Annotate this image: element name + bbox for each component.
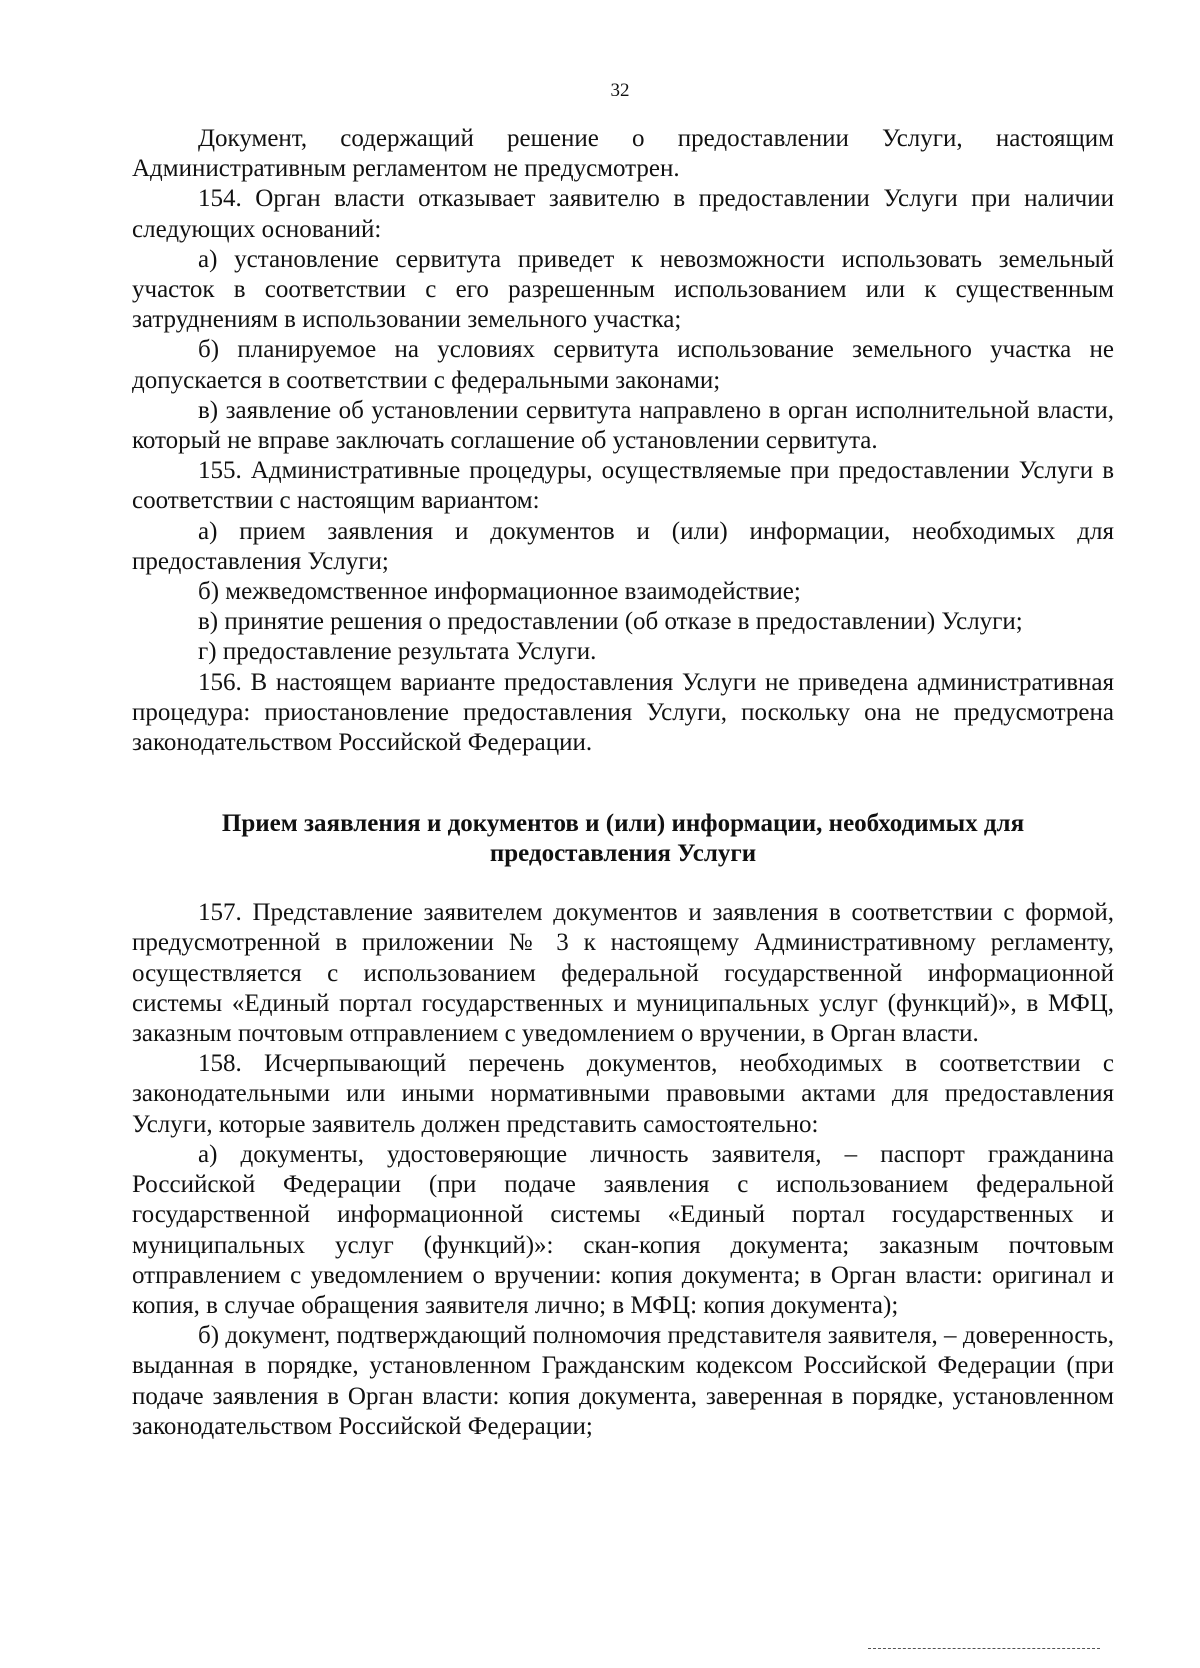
page-number: 32: [610, 80, 630, 101]
paragraph: 156. В настоящем варианте предоставления Услуги не приведена административная процедура: приостановление предоставления Услуги, поскольку она не предусмотрена законодательством Российской Федерации.: [132, 668, 1114, 757]
paragraph: г) предоставление результата Услуги.: [198, 638, 597, 666]
paragraph: 154. Орган власти отказывает заявителю в предоставлении Услуги при наличии следующих оснований:: [132, 185, 1114, 243]
paragraph: б) документ, подтверждающий полномочия представителя заявителя, – доверенность, выданная в порядке, установленном Гражданским кодексом Российской Федерации (при подаче заявления в Орган власти: копия документа, заверенная в порядке, установленном законодательством Российской Федерации;: [132, 1322, 1114, 1440]
section-heading: Прием заявления и документов и (или) информации, необходимых для предоставления Услуги: [221, 810, 1025, 868]
paragraphs-after-heading: [132, 898, 1114, 1442]
paragraph: а) прием заявления и документов и (или) информации, необходимых для предоставления Услуги;: [132, 517, 1114, 575]
paragraph: а) установление сервитута приведет к невозможности использовать земельный участок в соответствии с его разрешенным использованием или к существенным затруднениям в использовании земельного участка;: [132, 245, 1114, 334]
paragraph: б) межведомственное информационное взаимодействие;: [198, 578, 801, 606]
document-body: [132, 124, 1114, 1442]
paragraph: в) принятие решения о предоставлении (об отказе в предоставлении) Услуги;: [198, 608, 1023, 636]
paragraph: а) документы, удостоверяющие личность заявителя, – паспорт гражданина Российской Федерации (при подаче заявления с использованием федеральной государственной информационной системы «Единый портал государственных и муниципальных услуг (функций)»: скан-копия документа; заказным почтовым отправлением с уведомлением о вручении: копия документа; в Орган власти: оригинал и копия, в случае обращения заявителя лично; в МФЦ: копия документа);: [132, 1140, 1114, 1319]
paragraph: в) заявление об установлении сервитута направлено в орган исполнительной власти, который не вправе заключать соглашение об установлении сервитута.: [132, 396, 1114, 455]
paragraph: 155. Административные процедуры, осуществляемые при предоставлении Услуги в соответствии с настоящим вариантом:: [132, 457, 1114, 515]
paragraph: 157. Представление заявителем документов и заявления в соответствии с формой, предусмотренной в приложении № 3 к настоящему Административному регламенту, осуществляется с использованием федеральной государственной информационной системы «Единый портал государственных и муниципальных услуг (функций)», в МФЦ, заказным почтовым отправлением с уведомлением о вручении, в Орган власти.: [132, 899, 1114, 1048]
footer-dashed-rule: [868, 1648, 1100, 1649]
paragraph: Документ, содержащий решение о предоставлении Услуги, настоящим Административным регламентом не предусмотрен.: [132, 125, 1114, 183]
paragraph: 158. Исчерпывающий перечень документов, необходимых в соответствии с законодательными или иными нормативными правовыми актами для предоставления Услуги, которые заявитель должен представить самостоятельно:: [132, 1050, 1114, 1138]
paragraphs-before-heading: [132, 124, 1114, 758]
paragraph: б) планируемое на условиях сервитута использование земельного участка не допускается в соответствии с федеральными законами;: [132, 336, 1114, 394]
